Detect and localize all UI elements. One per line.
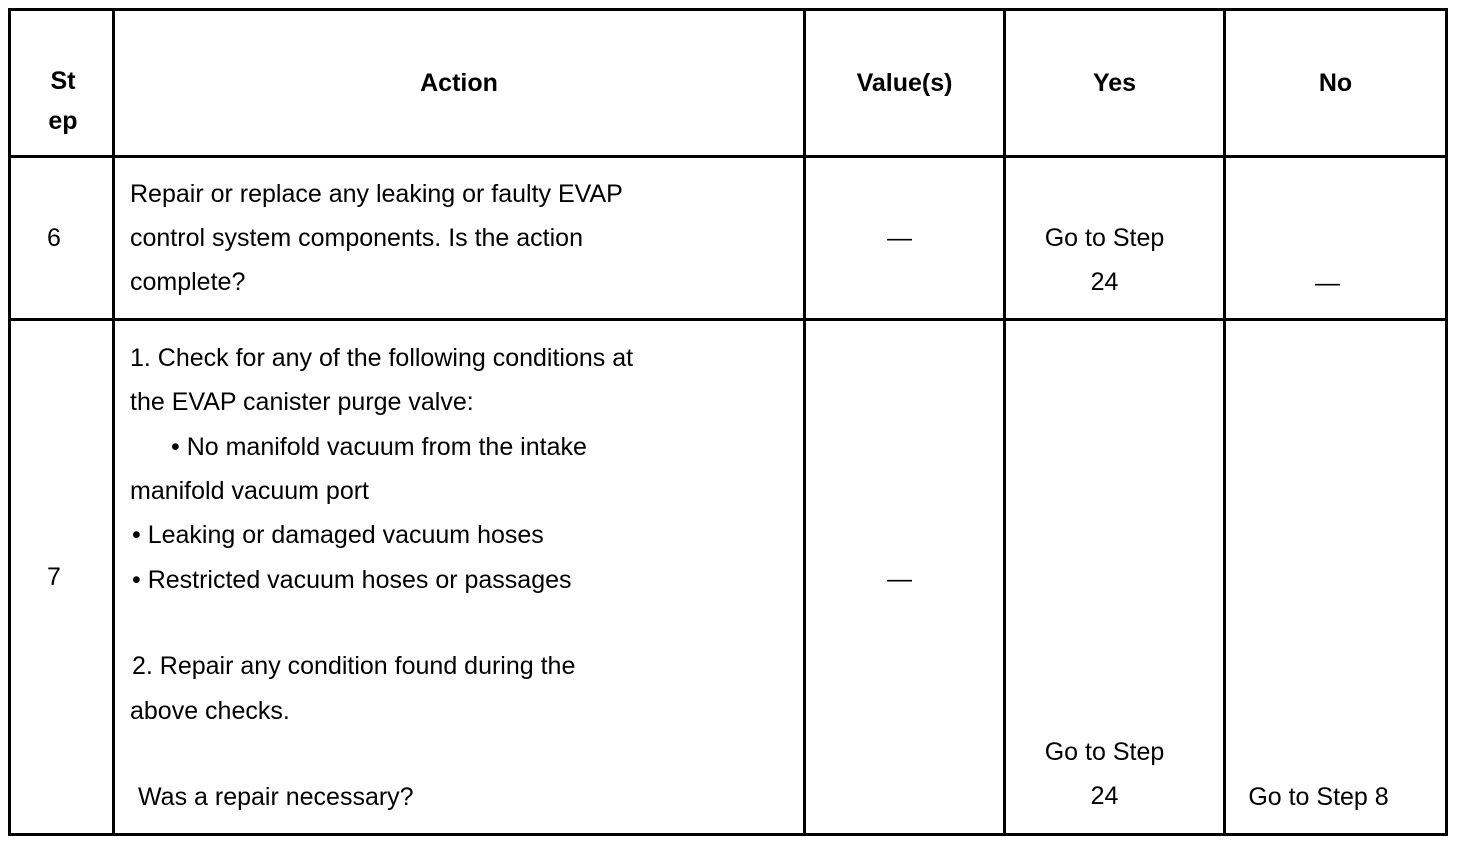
bullet-item: • Leaking or damaged vacuum hoses <box>132 521 544 549</box>
bullet-item: • No manifold vacuum from the intake <box>171 433 587 461</box>
action-line: the EVAP canister purge valve: <box>130 388 474 416</box>
column-divider <box>803 8 806 836</box>
no-result: Go to Step 8 <box>1248 783 1389 811</box>
action-line: above checks. <box>130 697 290 725</box>
value-dash: — <box>887 224 912 252</box>
step-number: 6 <box>47 224 61 252</box>
header-values: Value(s) <box>856 69 953 97</box>
header-step: St ep <box>48 67 78 135</box>
yes-result: Go to Step 24 <box>1044 224 1165 296</box>
action-question: Was a repair necessary? <box>138 783 414 811</box>
header-action: Action <box>420 69 498 97</box>
step-number: 7 <box>47 563 61 591</box>
column-divider <box>112 8 115 836</box>
column-divider <box>1003 8 1006 836</box>
action-line: manifold vacuum port <box>130 477 370 505</box>
header-no: No <box>1318 69 1353 97</box>
header-yes: Yes <box>1092 69 1137 97</box>
value-dash: — <box>887 565 912 593</box>
action-text: Repair or replace any leaking or faulty EVAP control system components. Is the action complete? <box>130 180 623 296</box>
bullet-item: • Restricted vacuum hoses or passages <box>132 566 572 594</box>
action-line: 1. Check for any of the following conditions at <box>130 344 634 372</box>
row-divider <box>8 155 1448 158</box>
action-line: 2. Repair any condition found during the <box>132 652 576 680</box>
yes-result: Go to Step 24 <box>1044 738 1165 810</box>
no-result: — <box>1315 269 1340 297</box>
column-divider <box>1223 8 1226 836</box>
row-divider <box>8 318 1448 321</box>
